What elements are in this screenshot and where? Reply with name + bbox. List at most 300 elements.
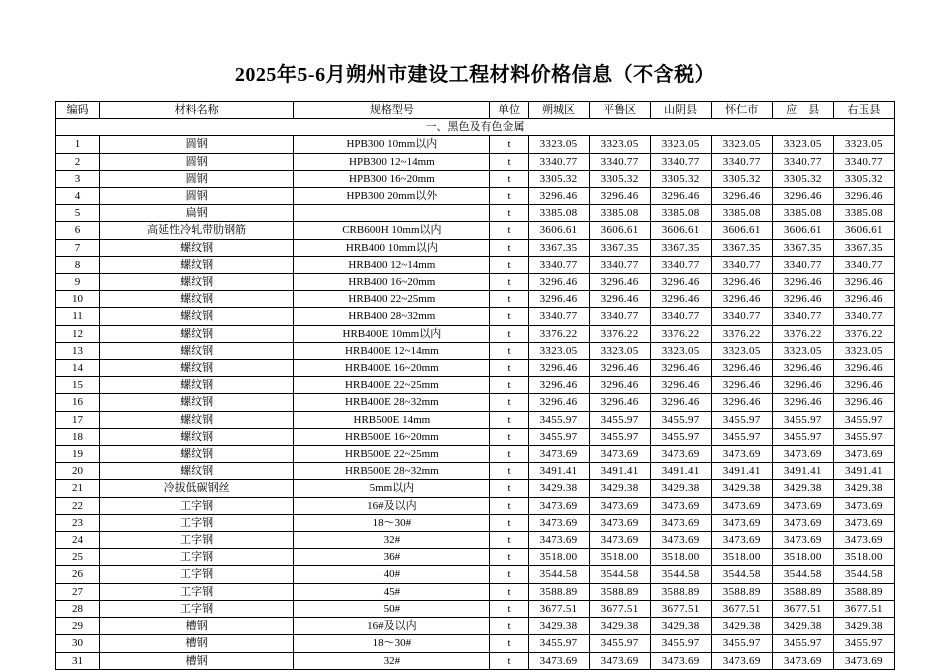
cell-unit: t (490, 549, 528, 566)
cell-price: 3455.97 (650, 411, 711, 428)
cell-price: 3518.00 (833, 549, 894, 566)
table-row (56, 428, 895, 445)
cell-price: 3323.05 (650, 342, 711, 359)
cell-price: 3429.38 (772, 618, 833, 635)
cell-material-name: 工字钢 (100, 514, 294, 531)
cell-unit: t (490, 360, 528, 377)
cell-material-name: 工字钢 (100, 549, 294, 566)
cell-spec: CRB600H 10mm以内 (294, 222, 490, 239)
cell-code: 30 (56, 635, 100, 652)
cell-price: 3606.61 (772, 222, 833, 239)
cell-material-name: 工字钢 (100, 497, 294, 514)
cell-spec: HRB500E 28~32mm (294, 463, 490, 480)
cell-code: 1 (56, 136, 100, 153)
cell-code: 25 (56, 549, 100, 566)
cell-price: 3296.46 (772, 188, 833, 205)
cell-code: 14 (56, 360, 100, 377)
cell-material-name: 螺纹钢 (100, 394, 294, 411)
cell-price: 3473.69 (589, 497, 650, 514)
cell-spec: 40# (294, 566, 490, 583)
cell-material-name: 螺纹钢 (100, 360, 294, 377)
table-row (56, 394, 895, 411)
cell-material-name: 螺纹钢 (100, 274, 294, 291)
cell-price: 3429.38 (650, 480, 711, 497)
cell-spec: 36# (294, 549, 490, 566)
cell-price: 3296.46 (833, 291, 894, 308)
cell-price: 3385.08 (528, 205, 589, 222)
cell-price: 3429.38 (711, 618, 772, 635)
cell-material-name: 螺纹钢 (100, 256, 294, 273)
table-section-row (56, 119, 895, 136)
cell-spec: 50# (294, 600, 490, 617)
cell-unit: t (490, 394, 528, 411)
cell-price: 3455.97 (589, 635, 650, 652)
cell-spec: HPB300 20mm以外 (294, 188, 490, 205)
cell-price: 3305.32 (711, 170, 772, 187)
cell-code: 3 (56, 170, 100, 187)
table-row (56, 549, 895, 566)
cell-spec: HRB400E 28~32mm (294, 394, 490, 411)
cell-price: 3518.00 (650, 549, 711, 566)
table-row (56, 360, 895, 377)
header-code: 编码 (56, 102, 100, 119)
cell-unit: t (490, 274, 528, 291)
cell-price: 3376.22 (650, 325, 711, 342)
cell-price: 3296.46 (528, 188, 589, 205)
cell-price: 3296.46 (833, 188, 894, 205)
cell-price: 3588.89 (589, 583, 650, 600)
cell-unit: t (490, 411, 528, 428)
cell-price: 3340.77 (650, 153, 711, 170)
cell-price: 3385.08 (711, 205, 772, 222)
cell-price: 3385.08 (650, 205, 711, 222)
cell-price: 3296.46 (589, 291, 650, 308)
cell-price: 3367.35 (650, 239, 711, 256)
header-material-name: 材料名称 (100, 102, 294, 119)
cell-price: 3296.46 (772, 274, 833, 291)
cell-price: 3296.46 (833, 394, 894, 411)
cell-price: 3340.77 (528, 256, 589, 273)
cell-price: 3296.46 (772, 377, 833, 394)
cell-spec: HRB500E 14mm (294, 411, 490, 428)
header-shanyin: 山阴县 (650, 102, 711, 119)
cell-price: 3473.69 (833, 532, 894, 549)
cell-price: 3473.69 (833, 497, 894, 514)
cell-price: 3296.46 (772, 360, 833, 377)
cell-price: 3296.46 (711, 377, 772, 394)
cell-material-name: 螺纹钢 (100, 446, 294, 463)
cell-material-name: 螺纹钢 (100, 342, 294, 359)
cell-code: 8 (56, 256, 100, 273)
cell-price: 3473.69 (772, 514, 833, 531)
cell-code: 4 (56, 188, 100, 205)
cell-code: 31 (56, 652, 100, 669)
cell-price: 3376.22 (772, 325, 833, 342)
cell-price: 3588.89 (711, 583, 772, 600)
cell-price: 3429.38 (589, 480, 650, 497)
cell-price: 3606.61 (711, 222, 772, 239)
table-row (56, 652, 895, 669)
cell-code: 20 (56, 463, 100, 480)
cell-price: 3340.77 (772, 153, 833, 170)
header-huairen: 怀仁市 (711, 102, 772, 119)
cell-price: 3606.61 (833, 222, 894, 239)
cell-price: 3544.58 (589, 566, 650, 583)
table-row (56, 291, 895, 308)
cell-price: 3518.00 (589, 549, 650, 566)
cell-price: 3455.97 (589, 428, 650, 445)
cell-material-name: 槽钢 (100, 652, 294, 669)
cell-price: 3296.46 (711, 274, 772, 291)
cell-price: 3296.46 (589, 274, 650, 291)
cell-unit: t (490, 497, 528, 514)
cell-spec: 5mm以内 (294, 480, 490, 497)
cell-price: 3491.41 (528, 463, 589, 480)
cell-price: 3340.77 (589, 153, 650, 170)
cell-price: 3296.46 (650, 394, 711, 411)
cell-price: 3340.77 (528, 153, 589, 170)
cell-material-name: 螺纹钢 (100, 239, 294, 256)
cell-price: 3518.00 (772, 549, 833, 566)
cell-price: 3429.38 (528, 480, 589, 497)
table-row (56, 463, 895, 480)
cell-spec: HRB400 22~25mm (294, 291, 490, 308)
cell-code: 28 (56, 600, 100, 617)
cell-price: 3677.51 (772, 600, 833, 617)
table-row (56, 170, 895, 187)
cell-unit: t (490, 635, 528, 652)
cell-price: 3323.05 (711, 136, 772, 153)
cell-material-name: 冷拔低碳钢丝 (100, 480, 294, 497)
cell-price: 3367.35 (711, 239, 772, 256)
cell-price: 3473.69 (528, 514, 589, 531)
table-header (56, 102, 895, 119)
cell-price: 3340.77 (650, 308, 711, 325)
cell-spec: 18～30# (294, 514, 490, 531)
cell-code: 26 (56, 566, 100, 583)
cell-price: 3340.77 (711, 308, 772, 325)
cell-price: 3473.69 (528, 446, 589, 463)
cell-price: 3455.97 (650, 428, 711, 445)
cell-material-name: 螺纹钢 (100, 463, 294, 480)
cell-material-name: 螺纹钢 (100, 308, 294, 325)
cell-code: 27 (56, 583, 100, 600)
cell-price: 3340.77 (711, 153, 772, 170)
cell-code: 2 (56, 153, 100, 170)
cell-price: 3340.77 (772, 308, 833, 325)
cell-price: 3296.46 (833, 360, 894, 377)
cell-material-name: 槽钢 (100, 618, 294, 635)
cell-price: 3491.41 (833, 463, 894, 480)
cell-unit: t (490, 428, 528, 445)
cell-unit: t (490, 446, 528, 463)
cell-unit: t (490, 566, 528, 583)
cell-price: 3473.69 (650, 652, 711, 669)
cell-price: 3588.89 (772, 583, 833, 600)
cell-code: 16 (56, 394, 100, 411)
cell-price: 3296.46 (833, 274, 894, 291)
table-row (56, 188, 895, 205)
cell-price: 3296.46 (650, 291, 711, 308)
cell-code: 18 (56, 428, 100, 445)
cell-price: 3455.97 (528, 428, 589, 445)
cell-price: 3323.05 (650, 136, 711, 153)
cell-price: 3429.38 (711, 480, 772, 497)
table-row (56, 480, 895, 497)
cell-unit: t (490, 583, 528, 600)
cell-price: 3455.97 (711, 411, 772, 428)
cell-price: 3455.97 (711, 635, 772, 652)
cell-code: 6 (56, 222, 100, 239)
cell-material-name: 工字钢 (100, 583, 294, 600)
cell-price: 3296.46 (772, 394, 833, 411)
cell-price: 3340.77 (528, 308, 589, 325)
cell-price: 3296.46 (650, 188, 711, 205)
cell-price: 3473.69 (772, 652, 833, 669)
cell-price: 3473.69 (589, 446, 650, 463)
table-row (56, 635, 895, 652)
cell-price: 3473.69 (589, 514, 650, 531)
cell-unit: t (490, 170, 528, 187)
cell-price: 3340.77 (589, 256, 650, 273)
cell-price: 3429.38 (650, 618, 711, 635)
table-row (56, 497, 895, 514)
cell-price: 3473.69 (711, 446, 772, 463)
cell-price: 3473.69 (589, 532, 650, 549)
cell-price: 3588.89 (650, 583, 711, 600)
cell-price: 3340.77 (833, 308, 894, 325)
table-row (56, 532, 895, 549)
cell-unit: t (490, 463, 528, 480)
cell-price: 3376.22 (833, 325, 894, 342)
cell-price: 3376.22 (589, 325, 650, 342)
cell-spec: HRB500E 22~25mm (294, 446, 490, 463)
cell-spec: HRB400 10mm以内 (294, 239, 490, 256)
cell-price: 3491.41 (650, 463, 711, 480)
cell-price: 3473.69 (528, 497, 589, 514)
cell-price: 3340.77 (589, 308, 650, 325)
cell-code: 15 (56, 377, 100, 394)
header-ying: 应 县 (772, 102, 833, 119)
cell-price: 3429.38 (528, 618, 589, 635)
cell-price: 3296.46 (528, 377, 589, 394)
cell-price: 3305.32 (528, 170, 589, 187)
page-title: 2025年5-6月朔州市建设工程材料价格信息（不含税） (234, 64, 716, 86)
cell-price: 3323.05 (772, 342, 833, 359)
cell-price: 3677.51 (650, 600, 711, 617)
cell-price: 3473.69 (650, 532, 711, 549)
cell-price: 3677.51 (589, 600, 650, 617)
cell-price: 3296.46 (528, 394, 589, 411)
cell-price: 3429.38 (833, 480, 894, 497)
cell-unit: t (490, 652, 528, 669)
table-body (56, 119, 895, 670)
cell-unit: t (490, 291, 528, 308)
cell-price: 3455.97 (833, 635, 894, 652)
cell-price: 3677.51 (528, 600, 589, 617)
cell-price: 3455.97 (528, 411, 589, 428)
cell-material-name: 工字钢 (100, 532, 294, 549)
cell-price: 3340.77 (711, 256, 772, 273)
cell-price: 3296.46 (650, 377, 711, 394)
cell-price: 3305.32 (650, 170, 711, 187)
cell-price: 3473.69 (528, 652, 589, 669)
cell-price: 3455.97 (528, 635, 589, 652)
cell-code: 24 (56, 532, 100, 549)
cell-price: 3473.69 (711, 652, 772, 669)
cell-price: 3429.38 (833, 618, 894, 635)
cell-material-name: 螺纹钢 (100, 411, 294, 428)
table-row (56, 342, 895, 359)
cell-price: 3305.32 (772, 170, 833, 187)
cell-price: 3376.22 (711, 325, 772, 342)
cell-price: 3491.41 (772, 463, 833, 480)
cell-spec (294, 205, 490, 222)
cell-price: 3385.08 (833, 205, 894, 222)
table-row (56, 222, 895, 239)
cell-price: 3491.41 (711, 463, 772, 480)
cell-code: 21 (56, 480, 100, 497)
cell-price: 3429.38 (589, 618, 650, 635)
cell-spec: 16#及以内 (294, 618, 490, 635)
cell-price: 3518.00 (528, 549, 589, 566)
cell-price: 3323.05 (589, 342, 650, 359)
cell-material-name: 螺纹钢 (100, 428, 294, 445)
table-row (56, 600, 895, 617)
cell-price: 3455.97 (772, 411, 833, 428)
cell-price: 3677.51 (833, 600, 894, 617)
cell-price: 3323.05 (528, 342, 589, 359)
cell-price: 3323.05 (772, 136, 833, 153)
cell-price: 3544.58 (833, 566, 894, 583)
cell-price: 3385.08 (772, 205, 833, 222)
cell-spec: HRB400E 10mm以内 (294, 325, 490, 342)
cell-price: 3518.00 (711, 549, 772, 566)
cell-material-name: 槽钢 (100, 635, 294, 652)
cell-price: 3588.89 (833, 583, 894, 600)
cell-material-name: 工字钢 (100, 600, 294, 617)
cell-price: 3473.69 (650, 514, 711, 531)
cell-price: 3296.46 (650, 274, 711, 291)
cell-price: 3455.97 (833, 411, 894, 428)
cell-price: 3296.46 (833, 377, 894, 394)
table-row (56, 153, 895, 170)
cell-price: 3473.69 (711, 514, 772, 531)
cell-price: 3473.69 (711, 497, 772, 514)
table-row (56, 308, 895, 325)
table-row (56, 566, 895, 583)
cell-spec: HPB300 16~20mm (294, 170, 490, 187)
cell-code: 11 (56, 308, 100, 325)
cell-price: 3367.35 (528, 239, 589, 256)
cell-material-name: 圆钢 (100, 188, 294, 205)
material-price-table (55, 101, 895, 670)
cell-material-name: 圆钢 (100, 136, 294, 153)
cell-price: 3296.46 (528, 291, 589, 308)
cell-price: 3296.46 (711, 394, 772, 411)
cell-spec: HRB400 12~14mm (294, 256, 490, 273)
cell-price: 3385.08 (589, 205, 650, 222)
cell-price: 3473.69 (833, 514, 894, 531)
cell-material-name: 圆钢 (100, 170, 294, 187)
cell-price: 3296.46 (772, 291, 833, 308)
table-row (56, 411, 895, 428)
cell-spec: 32# (294, 652, 490, 669)
cell-price: 3296.46 (650, 360, 711, 377)
cell-code: 17 (56, 411, 100, 428)
cell-unit: t (490, 325, 528, 342)
cell-price: 3340.77 (833, 153, 894, 170)
cell-spec: HRB400E 12~14mm (294, 342, 490, 359)
cell-price: 3677.51 (711, 600, 772, 617)
cell-price: 3340.77 (650, 256, 711, 273)
cell-spec: HPB300 10mm以内 (294, 136, 490, 153)
table-row (56, 583, 895, 600)
cell-price: 3473.69 (589, 652, 650, 669)
cell-code: 9 (56, 274, 100, 291)
cell-material-name: 扁钢 (100, 205, 294, 222)
cell-price: 3455.97 (711, 428, 772, 445)
cell-price: 3544.58 (650, 566, 711, 583)
cell-unit: t (490, 377, 528, 394)
cell-price: 3367.35 (772, 239, 833, 256)
cell-price: 3473.69 (772, 532, 833, 549)
cell-spec: 18～30# (294, 635, 490, 652)
cell-material-name: 圆钢 (100, 153, 294, 170)
cell-price: 3323.05 (833, 136, 894, 153)
cell-price: 3473.69 (772, 497, 833, 514)
cell-price: 3296.46 (589, 377, 650, 394)
cell-price: 3473.69 (650, 446, 711, 463)
table-row (56, 239, 895, 256)
cell-price: 3323.05 (589, 136, 650, 153)
table-row (56, 136, 895, 153)
cell-price: 3473.69 (833, 652, 894, 669)
cell-price: 3296.46 (589, 394, 650, 411)
cell-price: 3491.41 (589, 463, 650, 480)
cell-material-name: 螺纹钢 (100, 377, 294, 394)
cell-unit: t (490, 256, 528, 273)
cell-price: 3296.46 (711, 360, 772, 377)
cell-unit: t (490, 532, 528, 549)
cell-unit: t (490, 308, 528, 325)
cell-price: 3296.46 (589, 188, 650, 205)
cell-unit: t (490, 188, 528, 205)
cell-price: 3296.46 (528, 274, 589, 291)
table-row (56, 274, 895, 291)
table-row (56, 446, 895, 463)
cell-price: 3367.35 (589, 239, 650, 256)
cell-price: 3296.46 (711, 188, 772, 205)
cell-price: 3544.58 (711, 566, 772, 583)
cell-price: 3296.46 (528, 360, 589, 377)
table-row (56, 325, 895, 342)
cell-code: 10 (56, 291, 100, 308)
cell-price: 3455.97 (833, 428, 894, 445)
cell-code: 23 (56, 514, 100, 531)
header-shuocheng: 朔城区 (528, 102, 589, 119)
cell-code: 19 (56, 446, 100, 463)
cell-price: 3473.69 (772, 446, 833, 463)
cell-material-name: 螺纹钢 (100, 325, 294, 342)
table-row (56, 377, 895, 394)
cell-code: 29 (56, 618, 100, 635)
cell-unit: t (490, 342, 528, 359)
cell-price: 3455.97 (772, 428, 833, 445)
cell-code: 5 (56, 205, 100, 222)
cell-price: 3376.22 (528, 325, 589, 342)
cell-price: 3455.97 (589, 411, 650, 428)
